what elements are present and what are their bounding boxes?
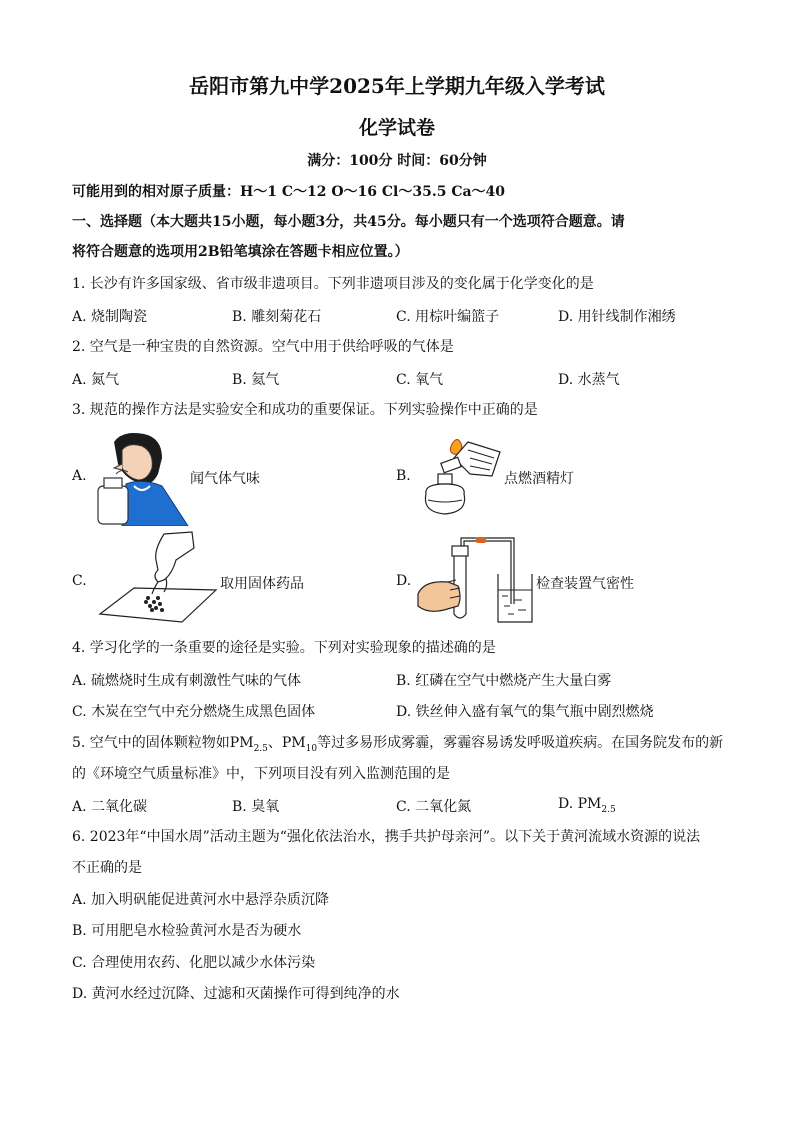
q1-option-d: D. 用针线制作湘绣 xyxy=(558,309,676,325)
q4-option-b: B. 红磷在空气中燃烧产生大量白雾 xyxy=(396,673,612,689)
q1-option-c: C. 用棕叶编篮子 xyxy=(396,309,500,325)
q5-stem-line1 xyxy=(72,733,723,759)
q3-option-b-label: 点燃酒精灯 xyxy=(504,471,574,487)
q3-option-d-label: 检查装置气密性 xyxy=(536,576,634,592)
q6-stem-line1: 6. 2023年“中国水周”活动主题为“强化依法治水，携手共护母亲河”。以下关于黄河流域水资源的说法 xyxy=(72,829,701,845)
section1-line1: 一、选择题（本大题共15小题，每小题3分，共45分。每小题只有一个选项符合题意。请 xyxy=(72,214,625,230)
q5-sub2: 10 xyxy=(305,743,318,754)
q3-option-d-letter: D. xyxy=(396,573,412,589)
q5-option-a: A. 二氧化碳 xyxy=(72,799,148,815)
q2-stem: 2. 空气是一种宝贵的自然资源。空气中用于供给呼吸的气体是 xyxy=(72,339,454,355)
q2-option-d: D. 水蒸气 xyxy=(558,372,620,388)
exam-info: 满分：100分 时间：60分钟 xyxy=(307,153,487,169)
q2-option-b: B. 氦气 xyxy=(232,372,280,388)
q3-option-c-letter: C. xyxy=(72,573,87,589)
q5-sub1: 2.5 xyxy=(253,743,268,754)
q5-stem-mid: 、PM xyxy=(267,735,306,751)
q5-option-b: B. 臭氧 xyxy=(232,799,280,815)
airtightness-figure xyxy=(414,534,536,626)
q3-option-a-label: 闻气体气味 xyxy=(190,471,260,487)
q3-option-c-label: 取用固体药品 xyxy=(220,576,304,592)
q4-option-a: A. 硫燃烧时生成有刺激性气味的气体 xyxy=(72,673,302,689)
q1-stem: 1. 长沙有许多国家级、省市级非遗项目。下列非遗项目涉及的变化属于化学变化的是 xyxy=(72,276,594,292)
q1-option-a: A. 烧制陶瓷 xyxy=(72,309,148,325)
q4-option-d: D. 铁丝伸入盛有氧气的集气瓶中剧烈燃烧 xyxy=(396,704,654,720)
q6-option-c: C. 合理使用农药、化肥以减少水体污染 xyxy=(72,955,316,971)
section1-line2: 将符合题意的选项用2B铅笔填涂在答题卡相应位置。） xyxy=(72,244,409,260)
q2-option-c: C. 氧气 xyxy=(396,372,444,388)
q5-option-d-text: D. PM xyxy=(558,796,602,812)
q2-option-a: A. 氮气 xyxy=(72,372,120,388)
smell-gas-figure xyxy=(92,428,192,526)
q5-option-d xyxy=(558,796,616,815)
q4-option-c: C. 木炭在空气中充分燃烧生成黑色固体 xyxy=(72,704,316,720)
q3-stem: 3. 规范的操作方法是实验安全和成功的重要保证。下列实验操作中正确的是 xyxy=(72,402,538,418)
q5-option-d-sub: 2.5 xyxy=(601,804,616,815)
q4-stem: 4. 学习化学的一条重要的途径是实验。下列对实验现象的描述确的是 xyxy=(72,640,496,656)
q5-stem-line2: 的《环境空气质量标准》中，下列项目没有列入监测范围的是 xyxy=(72,766,450,782)
q5-option-c: C. 二氧化氮 xyxy=(396,799,472,815)
atomic-masses: 可能用到的相对原子质量：H～1 C～12 O～16 Cl～35.5 Ca～40 xyxy=(72,184,506,200)
q3-option-b-letter: B. xyxy=(396,468,411,484)
take-solid-figure xyxy=(94,530,220,626)
q6-stem-line2: 不正确的是 xyxy=(72,860,142,876)
q6-option-a: A. 加入明矾能促进黄河水中悬浮杂质沉降 xyxy=(72,892,330,908)
q1-option-b: B. 雕刻菊花石 xyxy=(232,309,322,325)
q5-stem-post: 等过多易形成雾霾，雾霾容易诱发呼吸道疾病。在国务院发布的新 xyxy=(317,735,724,751)
subject-title: 化学试卷 xyxy=(358,117,435,139)
q3-option-a-letter: A. xyxy=(72,468,87,484)
light-alcohol-lamp-figure xyxy=(412,434,504,522)
q5-stem-pre: 5. 空气中的固体颗粒物如PM xyxy=(72,735,254,751)
q6-option-b: B. 可用肥皂水检验黄河水是否为硬水 xyxy=(72,923,302,939)
exam-title: 岳阳市第九中学2025年上学期九年级入学考试 xyxy=(189,74,605,98)
q6-option-d: D. 黄河水经过沉降、过滤和灭菌操作可得到纯净的水 xyxy=(72,986,400,1002)
